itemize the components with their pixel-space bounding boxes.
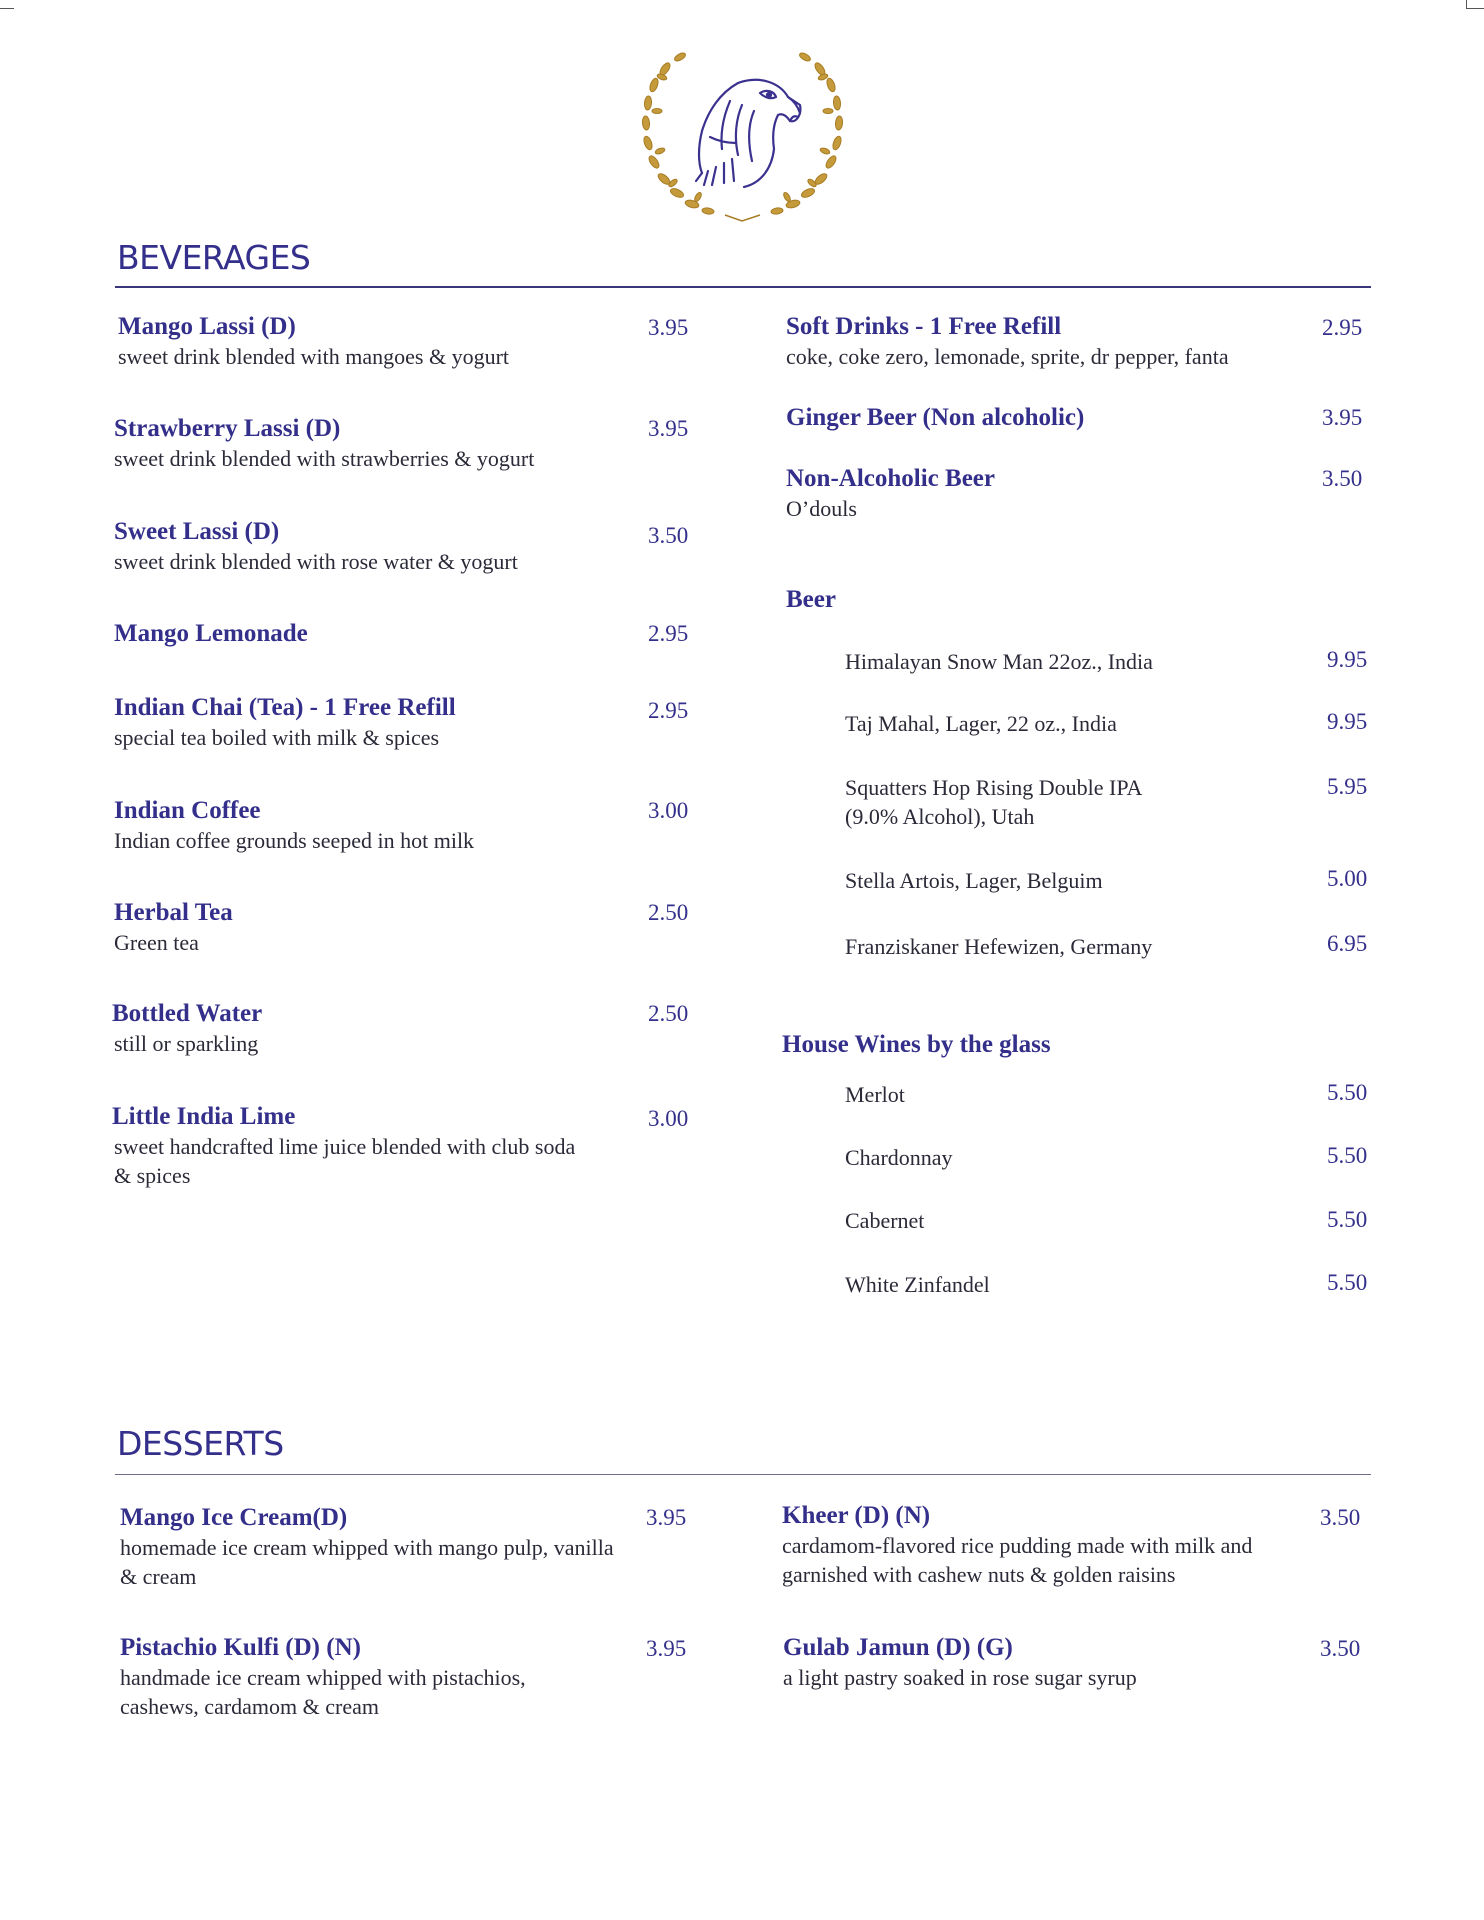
- wine-item-price: 5.50: [1327, 1270, 1368, 1295]
- menu-item-mango-ice-cream: [120, 1503, 630, 1591]
- menu-item-soft-drinks: [786, 312, 1306, 371]
- item-name: Strawberry Lassi (D): [114, 415, 341, 442]
- menu-item-mango-lassi: [118, 312, 638, 371]
- menu-item-pistachio-kulfi: [120, 1633, 600, 1721]
- item-price: 3.50: [1320, 1505, 1361, 1530]
- item-name: Soft Drinks - 1 Free Refill: [786, 313, 1062, 340]
- item-name: Mango Lemonade: [114, 620, 308, 647]
- wine-item-name: Merlot: [845, 1082, 905, 1107]
- item-desc: special tea boiled with milk & spices: [114, 725, 440, 750]
- item-name: Mango Lassi (D): [118, 313, 296, 340]
- item-desc: sweet drink blended with mangoes & yogurt: [118, 344, 510, 369]
- menu-item-kheer: [782, 1501, 1307, 1589]
- item-desc: handmade ice cream whipped with pistachios, cashews, cardamom & cream: [120, 1665, 526, 1719]
- beer-item-price: 5.95: [1327, 774, 1368, 799]
- menu-item-strawberry-lassi: [114, 414, 674, 473]
- menu-item-sweet-lassi: [114, 517, 654, 576]
- menu-item-bottled-water: [112, 999, 632, 1058]
- item-desc: Indian coffee grounds seeped in hot milk: [114, 828, 475, 853]
- wine-item-name: Cabernet: [845, 1208, 925, 1233]
- item-desc: cardamom-flavored rice pudding made with milk and garnished with cashew nuts & golden raisins: [782, 1533, 1253, 1587]
- beer-item-price: 6.95: [1327, 931, 1368, 956]
- menu-item-indian-coffee: [114, 796, 654, 855]
- crop-mark-left: [0, 8, 14, 9]
- item-desc: still or sparkling: [114, 1031, 259, 1056]
- item-desc: O’douls: [786, 496, 857, 521]
- crop-mark-right-h: [1466, 8, 1484, 9]
- menu-item-herbal-tea: [114, 898, 634, 957]
- item-price: 3.95: [1322, 405, 1363, 430]
- beer-item-price: 9.95: [1327, 647, 1368, 672]
- eagle-laurel-logo: [640, 45, 845, 235]
- item-price: 3.00: [648, 798, 689, 823]
- beer-item-name: Taj Mahal, Lager, 22 oz., India: [845, 711, 1117, 736]
- eagle-icon: [696, 80, 800, 187]
- item-desc: sweet drink blended with rose water & yogurt: [114, 549, 518, 574]
- item-price: 3.95: [648, 315, 689, 340]
- item-price: 2.50: [648, 900, 689, 925]
- item-price: 3.00: [648, 1106, 689, 1131]
- item-desc: homemade ice cream whipped with mango pulp, vanilla & cream: [120, 1535, 614, 1589]
- item-price: 2.95: [648, 698, 689, 723]
- wine-item-price: 5.50: [1327, 1143, 1368, 1168]
- item-name: Gulab Jamun (D) (G): [783, 1634, 1013, 1661]
- laurel-wreath-icon: [642, 51, 843, 214]
- item-name: Non-Alcoholic Beer: [786, 465, 995, 492]
- item-price: 3.50: [648, 523, 689, 548]
- wine-item-price: 5.50: [1327, 1080, 1368, 1105]
- wine-item-name: Chardonnay: [845, 1145, 953, 1170]
- item-price: 3.50: [1322, 466, 1363, 491]
- desserts-title: DESSERTS: [117, 1424, 284, 1463]
- item-name: Herbal Tea: [114, 899, 233, 926]
- beverages-title: BEVERAGES: [117, 238, 311, 277]
- beer-item-name: Himalayan Snow Man 22oz., India: [845, 649, 1153, 674]
- item-desc: sweet drink blended with strawberries & yogurt: [114, 446, 535, 471]
- item-name: Sweet Lassi (D): [114, 518, 280, 545]
- menu-item-little-india-lime: [112, 1102, 612, 1190]
- item-name: Ginger Beer (Non alcoholic): [786, 404, 1085, 431]
- item-name: Pistachio Kulfi (D) (N): [120, 1634, 361, 1661]
- item-name: Indian Chai (Tea) - 1 Free Refill: [114, 694, 456, 721]
- crop-mark-right-v: [1466, 0, 1467, 9]
- item-desc: Green tea: [114, 930, 199, 955]
- item-name: Little India Lime: [112, 1103, 296, 1130]
- beverages-divider: [115, 286, 1371, 288]
- menu-item-non-alcoholic-beer: [786, 464, 1306, 523]
- wines-heading: House Wines by the glass: [782, 1031, 1051, 1058]
- item-desc: sweet handcrafted lime juice blended with club soda & spices: [114, 1134, 576, 1188]
- item-price: 2.50: [648, 1001, 689, 1026]
- item-name: Bottled Water: [112, 1000, 263, 1027]
- item-name: Mango Ice Cream(D): [120, 1504, 348, 1531]
- item-price: 2.95: [1322, 315, 1363, 340]
- beer-item-name: Squatters Hop Rising Double IPA (9.0% Alcohol), Utah: [845, 775, 1142, 829]
- beer-item-price: 9.95: [1327, 709, 1368, 734]
- wine-item-price: 5.50: [1327, 1207, 1368, 1232]
- menu-item-gulab-jamun: [783, 1633, 1308, 1692]
- menu-item-ginger-beer: [786, 403, 1306, 433]
- beer-item-price: 5.00: [1327, 866, 1368, 891]
- item-price: 2.95: [648, 621, 689, 646]
- item-price: 3.95: [646, 1505, 687, 1530]
- menu-item-indian-chai: [114, 693, 654, 752]
- item-desc: a light pastry soaked in rose sugar syrup: [783, 1665, 1137, 1690]
- item-name: Kheer (D) (N): [782, 1502, 931, 1529]
- beer-item-name: Franziskaner Hefewizen, Germany: [845, 934, 1153, 959]
- item-desc: coke, coke zero, lemonade, sprite, dr pepper, fanta: [786, 344, 1229, 369]
- beer-item-name: Stella Artois, Lager, Belguim: [845, 868, 1103, 893]
- item-price: 3.50: [1320, 1636, 1361, 1661]
- item-name: Indian Coffee: [114, 797, 261, 824]
- menu-item-mango-lemonade: [114, 619, 634, 649]
- beer-heading: Beer: [786, 586, 836, 613]
- wine-item-name: White Zinfandel: [845, 1272, 990, 1297]
- desserts-divider: [115, 1474, 1371, 1475]
- item-price: 3.95: [648, 416, 689, 441]
- item-price: 3.95: [646, 1636, 687, 1661]
